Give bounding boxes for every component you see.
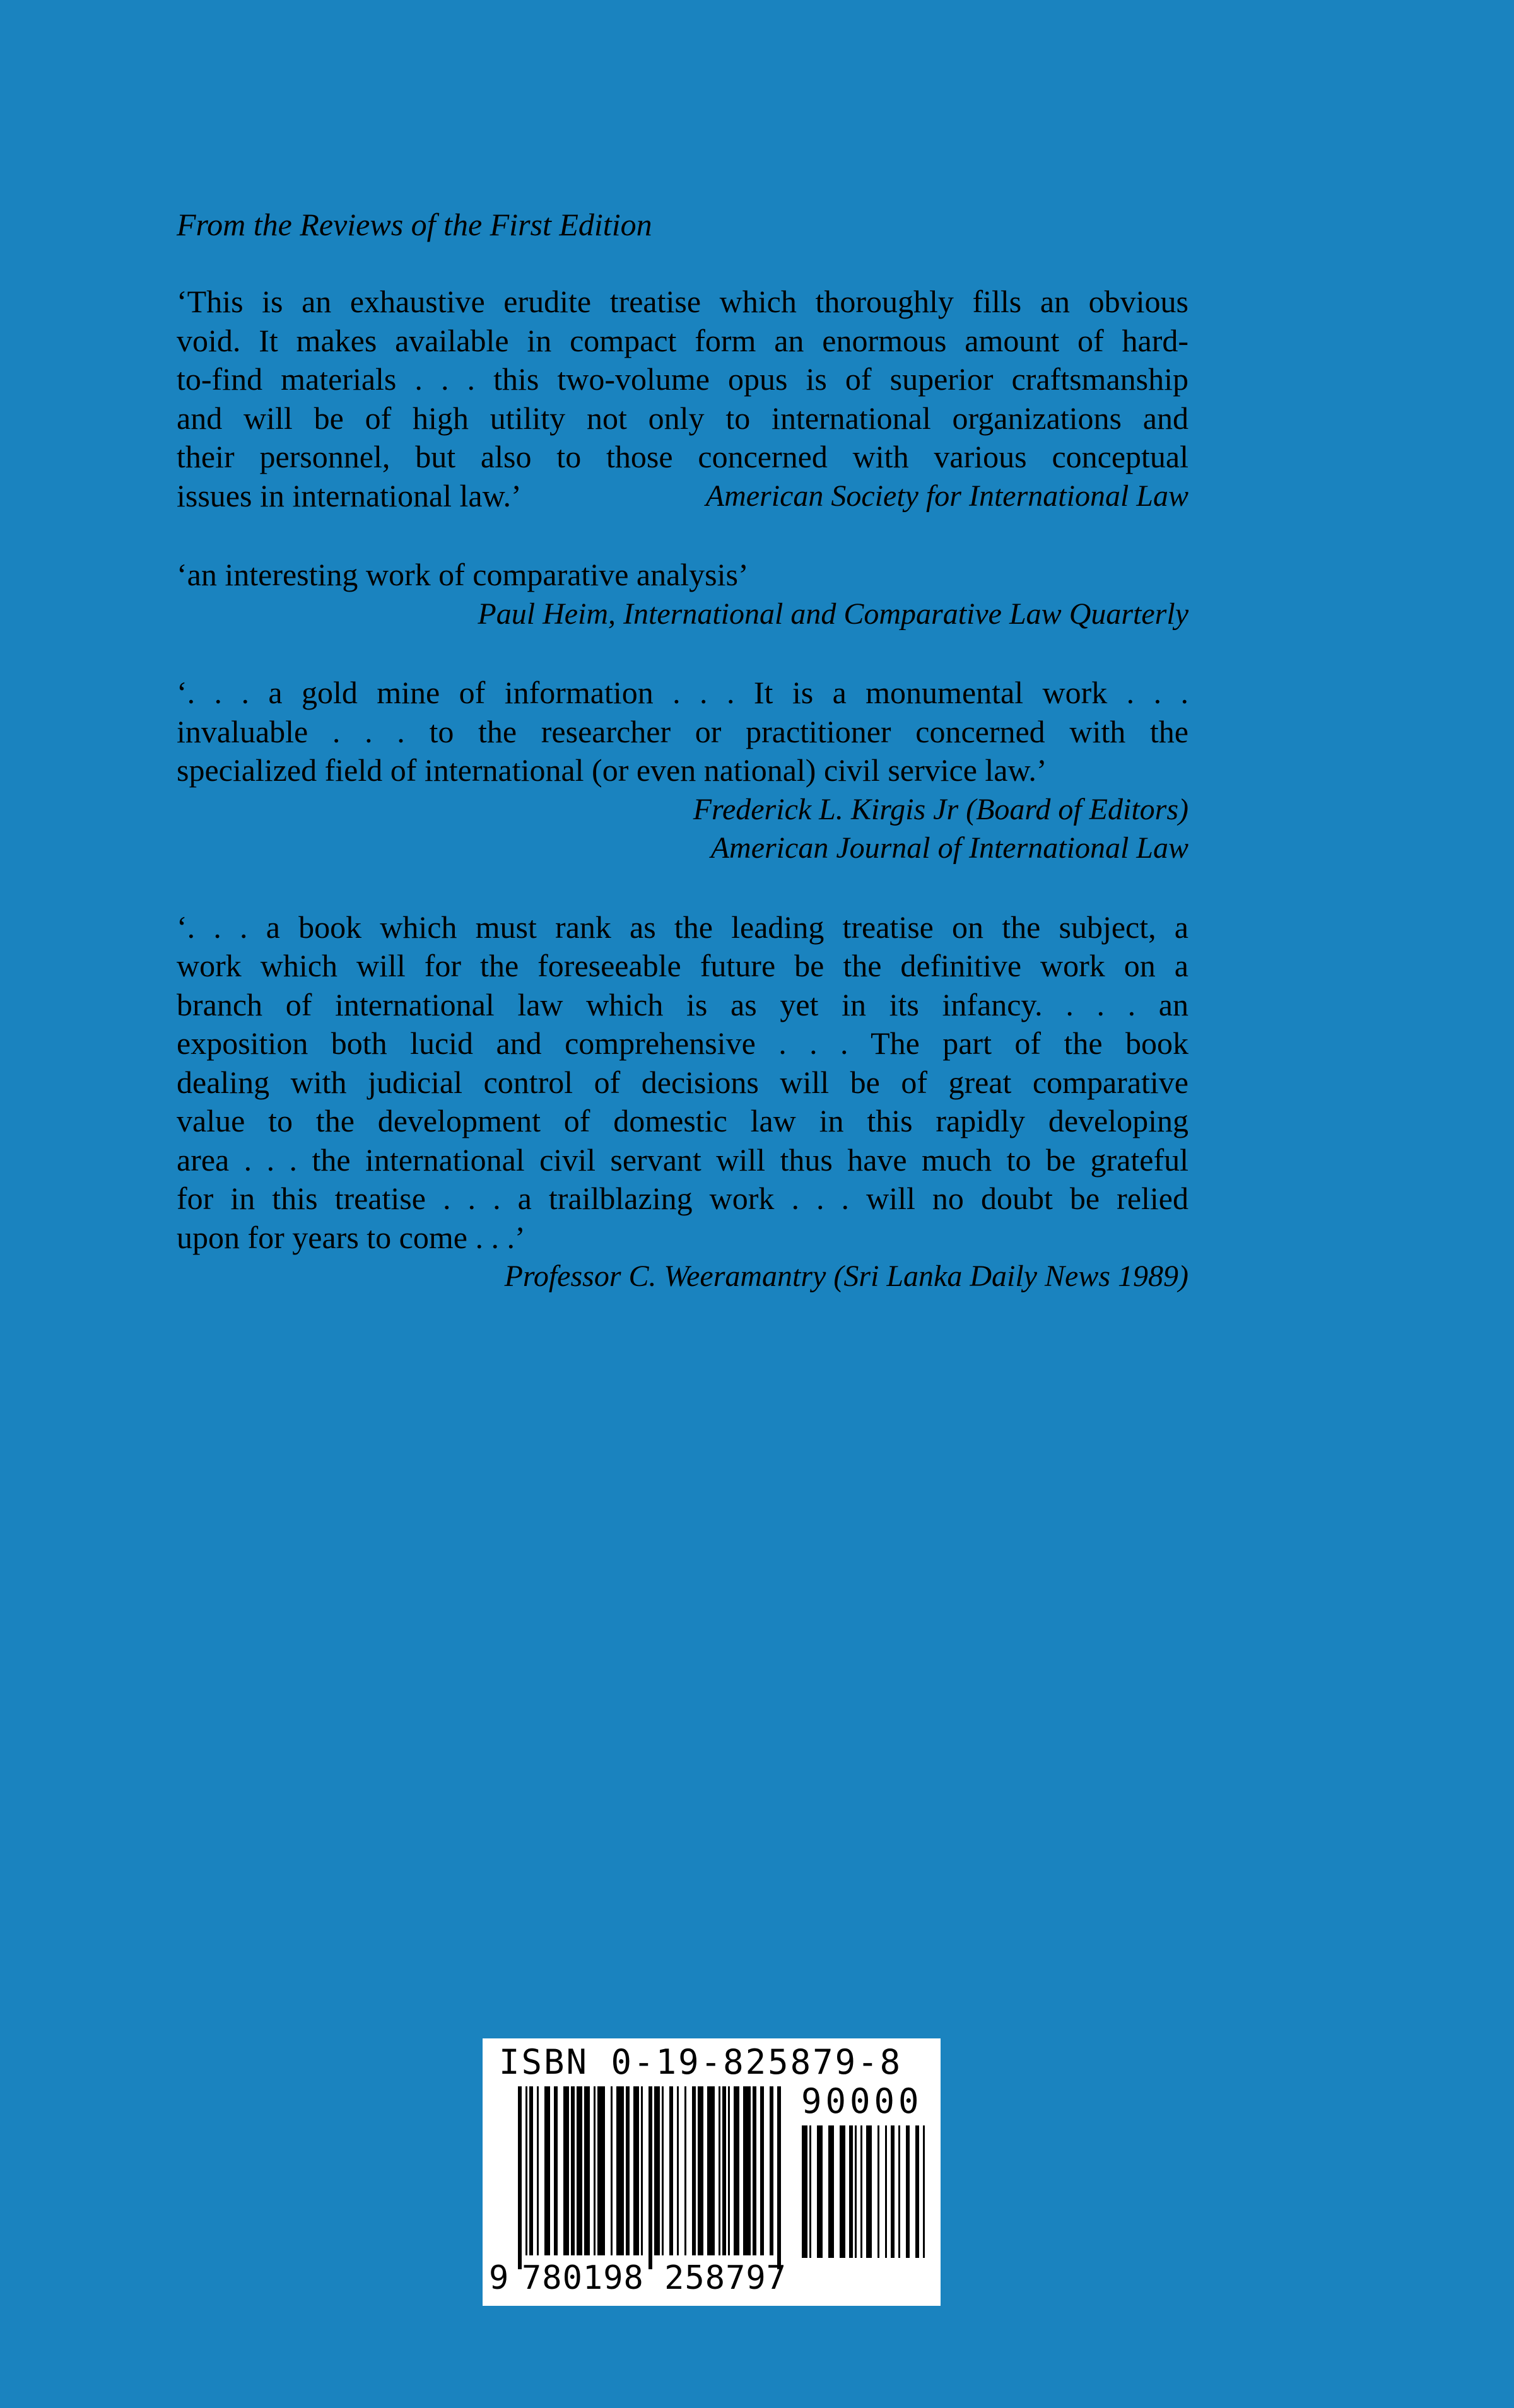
quote-line: invaluable . . . to the researcher or practitioner concerned with the [177, 713, 1188, 749]
quote-line: issues in international law.’ [177, 477, 522, 513]
barcode-bar [828, 2125, 834, 2258]
quote-line: and will be of high utility not only to international organizations and [177, 400, 1188, 436]
barcode-bar [707, 2086, 715, 2255]
barcode-bar [770, 2086, 773, 2255]
quote-line: exposition both lucid and comprehensive . . . The part of the book [177, 1026, 1188, 1061]
barcode-bar [563, 2086, 569, 2255]
barcode-bar [641, 2086, 643, 2255]
barcode-bar [728, 2086, 730, 2255]
barcode-bar [849, 2125, 853, 2258]
barcode-bar [584, 2086, 590, 2255]
barcode-bar [722, 2086, 726, 2255]
review-attribution: Frederick L. Kirgis Jr (Board of Editors) [693, 792, 1188, 826]
barcode-bar [662, 2086, 664, 2255]
barcode-bar [777, 2086, 781, 2269]
quote-line: specialized field of international (or even national) civil service law.’ [177, 752, 1047, 788]
barcode-bar [891, 2125, 895, 2258]
barcode-bar [817, 2125, 823, 2258]
barcode-bar [577, 2086, 582, 2255]
barcode-bar [898, 2125, 900, 2258]
barcode-bar [877, 2125, 879, 2258]
barcode-bar [544, 2086, 550, 2255]
isbn-barcode [483, 2038, 941, 2306]
barcode-bar [734, 2086, 739, 2255]
barcode-bar [684, 2086, 686, 2255]
review-attribution-source: American Journal of International Law [710, 831, 1188, 865]
barcode-bar [698, 2086, 703, 2255]
quote-line: ‘This is an exhaustive erudite treatise which thoroughly fills an obvious [177, 284, 1188, 319]
barcode-bar [692, 2086, 696, 2255]
barcode-bar [633, 2086, 639, 2255]
barcode-bar [518, 2086, 522, 2269]
quote-line: upon for years to come . . .’ [177, 1219, 525, 1255]
barcode-bar [743, 2086, 751, 2255]
quote-line: area . . . the international civil servant will thus have much to be grateful [177, 1142, 1188, 1178]
barcode-bar [840, 2125, 845, 2258]
review-weeramantry [177, 908, 1188, 1296]
reviews-heading: From the Reviews of the First Edition [177, 207, 652, 242]
quote-line: void. It makes available in compact form an enormous amount of hard- [177, 322, 1188, 358]
quote-line: ‘an interesting work of comparative analysis’ [177, 557, 749, 592]
review-asil [177, 283, 1188, 515]
quote-line: their personnel, but also to those concerned with various conceptual [177, 439, 1188, 474]
quote-line: work which will for the foreseeable future be the definitive work on a [177, 948, 1188, 983]
barcode-bar [597, 2086, 605, 2255]
barcode-bar [571, 2086, 575, 2255]
barcode-bar [753, 2086, 756, 2255]
quote-line: branch of international law which is as yet in its infancy. . . . an [177, 986, 1188, 1022]
barcode-bar [594, 2086, 596, 2255]
quote-line: to-find materials . . . this two-volume opus is of superior craftsmanship [177, 361, 1188, 397]
quote-line: ‘. . . a book which must rank as the leading treatise on the subject, a [177, 909, 1188, 945]
barcode-bar [860, 2125, 862, 2258]
quote-line: ‘. . . a gold mine of information . . . It is a monumental work . . . [177, 675, 1188, 710]
barcode-bar [923, 2125, 925, 2258]
review-attribution: Professor C. Weeramantry (Sri Lanka Daily News 1989) [504, 1260, 1188, 1293]
barcode-bar [719, 2086, 720, 2255]
barcode-bar [906, 2125, 910, 2258]
barcode-bar [669, 2086, 673, 2255]
quote-line-with-attribution [177, 477, 1188, 516]
barcode-bar [802, 2125, 807, 2258]
barcode-bar [809, 2125, 811, 2258]
quote-line: for in this treatise . . . a trailblazing work . . . will no doubt be relied [177, 1181, 1188, 1216]
barcode-bar [525, 2086, 527, 2255]
review-attribution: Paul Heim, International and Comparative Law Quarterly [478, 597, 1188, 631]
barcode-bar [866, 2125, 872, 2258]
barcode-addon-digits: 90000 [801, 2081, 923, 2121]
review-kirgis [177, 674, 1188, 868]
review-attribution: American Society for International Law [705, 479, 1188, 513]
barcode-bar [537, 2086, 539, 2255]
barcode-bar [554, 2086, 558, 2255]
barcode-bar [677, 2086, 679, 2255]
quote-line: value to the development of domestic law in this rapidly developing [177, 1103, 1188, 1138]
ean-first-digit: 9 [489, 2259, 509, 2297]
isbn-label: ISBN 0-19-825879-8 [499, 2042, 903, 2082]
barcode-bar [915, 2125, 919, 2258]
ean-digit-groups: 780198 258797 [522, 2259, 787, 2297]
barcode-bar [626, 2086, 630, 2255]
barcode-bar [611, 2086, 613, 2255]
barcode-bar [654, 2086, 660, 2255]
barcode-bar [648, 2086, 652, 2269]
reviews-section [177, 201, 1188, 1336]
quote-line: dealing with judicial control of decisions will be of great comparative [177, 1064, 1188, 1100]
barcode-bar [529, 2086, 533, 2255]
barcode-bar [616, 2086, 624, 2255]
barcode-bar [855, 2125, 857, 2258]
barcode-bar [760, 2086, 764, 2255]
review-heim [177, 556, 1188, 633]
barcode-bar [885, 2125, 887, 2258]
